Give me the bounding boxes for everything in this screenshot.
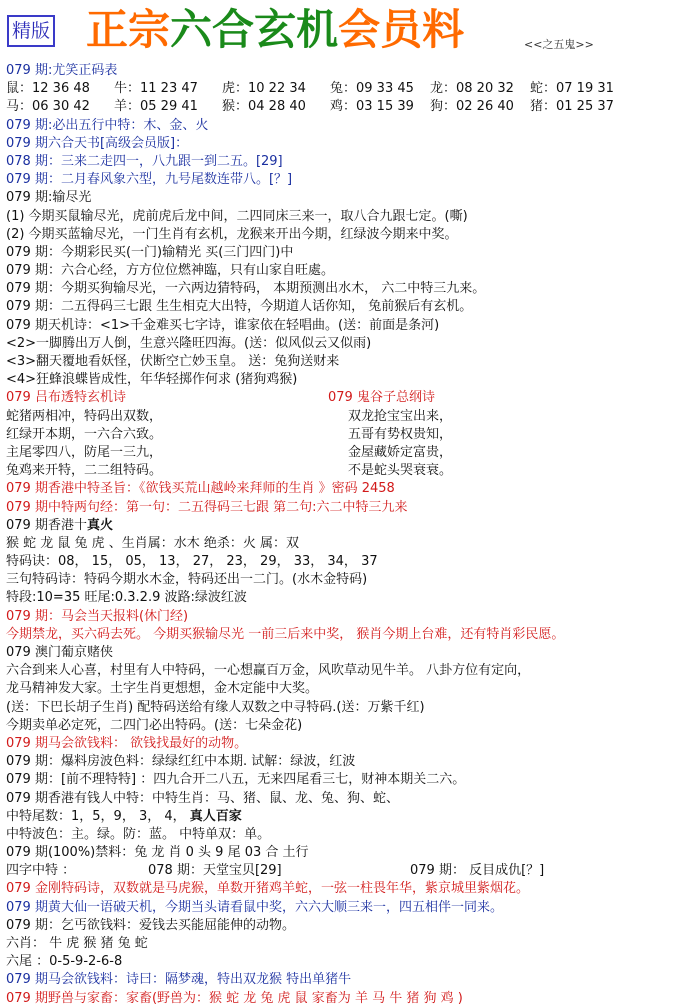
text-line: 079 期天机诗：<1>千金难买七字诗，谁家依在轻唱曲。(送：前面是条河)	[6, 317, 440, 333]
text-line: 079 期：[前不理特特] ：四九合开二八五，无来四尾看三七，财神本期关二六。	[6, 772, 466, 788]
title-char: 正	[86, 5, 129, 54]
text-line: 079 期：乞丐欲钱料：爱钱去买能屈能伸的动物。	[6, 917, 295, 933]
text-line: 特段:10=35 旺尾:0.3.2.9 波路:绿波红波	[6, 590, 247, 606]
text-cell: 蛇：07 19 31	[530, 81, 614, 97]
text-line: 079 期：六合心经，方方位位燃神臨，只有山家自旺處。	[6, 263, 334, 279]
text-cell: 龙：08 20 32	[430, 81, 514, 97]
text-line: 079 期黄大仙一语破天机，今期当头请看鼠中奖，六六大顺三来一，四五相伴一同来。	[6, 899, 503, 915]
title-char: 宗	[128, 5, 171, 54]
text-line: 078 期：三来二走四一，八九跟一到二五。[29]	[6, 153, 283, 169]
text-line: 龙马精神发大家。土字生肖更想想，金木定能中大奖。	[6, 681, 319, 697]
text-cell: 五哥有势权贵知，	[348, 426, 453, 442]
text-cell: 双龙抢宝宝出来，	[348, 408, 453, 424]
text-line: 079 期：马会当天报料(休门经)	[6, 608, 189, 624]
text-line: 中特尾数：1，5，9， 3， 4， 真人百家	[6, 808, 242, 824]
text-line: 079 期野兽与家畜：家畜(野兽为：猴 蛇 龙 兔 虎 鼠 家畜为 羊 马 牛 猪 狗 鸡 )	[6, 990, 463, 1006]
text-line: 079 澳门葡京赌侠	[6, 645, 113, 660]
text-line: 特码诀：08， 15， 05， 13， 27， 23， 29， 33， 34， 37	[6, 554, 378, 570]
text-line: 六尾 ：0-5-9-2-6-8	[6, 954, 123, 970]
text-line: 六肖： 牛 虎 猴 猪 兔 蛇	[6, 936, 148, 951]
text-line: (1) 今期买鼠输尽光，虎前虎后龙中间，二四同床三来一，取八合九跟七定。(嘶)	[6, 208, 468, 224]
title-char: 员	[380, 5, 423, 54]
text-line	[6, 408, 686, 426]
text-line	[6, 389, 686, 407]
text-cell: 兔：09 33 45	[330, 81, 414, 97]
text-line	[6, 862, 686, 880]
text-cell: 079 鬼谷子总纲诗	[328, 390, 435, 406]
text-cell: 猴：04 28 40	[222, 99, 306, 115]
text-line: (2) 今期买蓝输尽光，一门生肖有玄机，龙猴来开出今期，红绿波今期来中奖。	[6, 226, 458, 242]
text-line: 079 期中特两句经：第一句：二五得码三七跟 第二句:六二中特三九来	[6, 499, 408, 515]
text-line	[6, 426, 686, 444]
text-cell: 马：06 30 42	[6, 99, 90, 115]
text-line: 六合到来人心喜，村里有人中特码，一心想赢百万金，风吹草动见牛羊。 八卦方位有定向，	[6, 663, 531, 679]
text-line	[6, 462, 686, 480]
title-char: 玄	[254, 5, 297, 54]
text-line: 079 期：爆料房波色料：绿绿红红中本期. 试解：绿波，红波	[6, 754, 356, 770]
text-line: 079 期香港中特圣旨：《欲钱买荒山越岭来拜师的生肖 》密码 2458	[6, 481, 395, 497]
text-line: 079 期马会欲钱料： 欲钱找最好的动物。	[6, 735, 248, 751]
text-line	[6, 80, 686, 98]
text-cell: 虎：10 22 34	[222, 81, 306, 97]
text-line: 079 期(100%)禁料：兔 龙 肖 0 头 9 尾 03 合 土行	[6, 845, 309, 861]
edition-badge: 精版	[7, 15, 55, 47]
text-cell: 羊：05 29 41	[114, 99, 198, 115]
text-cell: 红绿开本期，一六合六致。	[6, 426, 163, 442]
text-line: 079 期：今期彩民买(一门)输精光 买(三门四门)中	[6, 244, 294, 260]
text-line: 猴 蛇 龙 鼠 兔 虎 、生肖属：水木 绝杀：火 属：双	[6, 535, 300, 551]
page-title	[86, 2, 464, 58]
text-line: 079 期：今期买狗输尽光，一六两边猜特码， 本期预测出水木， 六二中特三九来。	[6, 281, 486, 297]
text-line: 079 期香港十真火	[6, 517, 113, 533]
title-char: 合	[212, 5, 255, 54]
text-cell: 鼠：12 36 48	[6, 81, 90, 97]
text-line	[6, 444, 686, 462]
text-line: 中特波色：主。绿。防：蓝。 中特单双：单。	[6, 826, 271, 842]
text-line: 079 金刚特码诗，双数就是马虎猴，单数开猪鸡羊蛇，一弦一柱畏年华，紫京城里紫烟花。	[6, 881, 529, 897]
text-line: 079 期：二月春风象六型，九号尾数连带八。[？]	[6, 172, 293, 188]
text-line: 079 期马会欲钱料：诗曰：隔梦魂，特出双龙猴 特出单猪牛	[6, 972, 352, 988]
header	[0, 0, 690, 62]
text-cell: 兔鸡来开特，二二组特码。	[6, 463, 163, 479]
text-cell: 079 吕布透特玄机诗	[6, 390, 126, 406]
text-line: 079 期:尤笑正码表	[6, 63, 118, 78]
text-cell: 主尾零四八，防尾一三九，	[6, 444, 163, 460]
text-cell: 鸡：03 15 39	[330, 99, 414, 115]
text-line: 079 期香港有钱人中特：中特生肖：马、猪、鼠、龙、兔、狗、蛇、	[6, 790, 399, 806]
content-body	[6, 62, 686, 1008]
text-cell: 牛：11 23 47	[114, 81, 198, 97]
title-char: 六	[170, 5, 213, 54]
text-cell: 078 期：天堂宝贝[29]	[148, 863, 282, 879]
title-char: 会	[338, 5, 381, 54]
text-cell: 不是蛇头哭衰衰。	[348, 463, 453, 479]
text-line: <2>一脚腾出万人倒，生意兴隆旺四海。(送：似风似云又似雨)	[6, 335, 372, 351]
text-cell: 狗：02 26 40	[430, 99, 514, 115]
text-cell: 金屋藏娇定富贵，	[348, 444, 453, 460]
text-line: 079 期六合天书[高级会员版]：	[6, 135, 189, 151]
subtitle-tag: <<之五鬼>>	[524, 38, 594, 51]
text-line: 今期卖单必定死，二四门必出特码。(送：七朵金花)	[6, 717, 303, 733]
text-line: 今期禁龙，买六码去死。 今期买猴输尽光 一前三后来中奖， 猴肖今期上台难，还有特肖彩民愿。	[6, 626, 565, 642]
text-cell: 四字中特 ：	[6, 863, 76, 879]
text-line: 079 期:必出五行中特：木、金、火	[6, 117, 209, 133]
text-cell: 蛇猪两相冲，特码出双数，	[6, 408, 163, 424]
text-line	[6, 98, 686, 116]
text-line: 三句特码诗：特码今期水木金，特码还出一二门。(水木金特码)	[6, 572, 368, 588]
text-line: 079 期：二五得码三七跟 生生相克大出特，今期道人话你知， 兔前猴后有玄机。	[6, 299, 473, 315]
text-cell: 079 期： 反目成仇[？]	[410, 863, 545, 879]
text-line: 079 期:输尽光	[6, 190, 92, 206]
text-line: <3>翻天覆地看妖怪，伏断空亡妙玉皇。 送：兔狗送财来	[6, 354, 340, 369]
text-line: (送：下巴长胡子生肖) 配特码送给有缘人双数之中寻特码.(送：万紫千红)	[6, 699, 425, 715]
title-char: 料	[422, 5, 465, 54]
title-char: 机	[296, 5, 339, 54]
text-line: <4>狂蜂浪蝶皆成性，年华轻掷作何求 (猪狗鸡猴)	[6, 372, 298, 388]
text-cell: 猪：01 25 37	[530, 99, 614, 115]
